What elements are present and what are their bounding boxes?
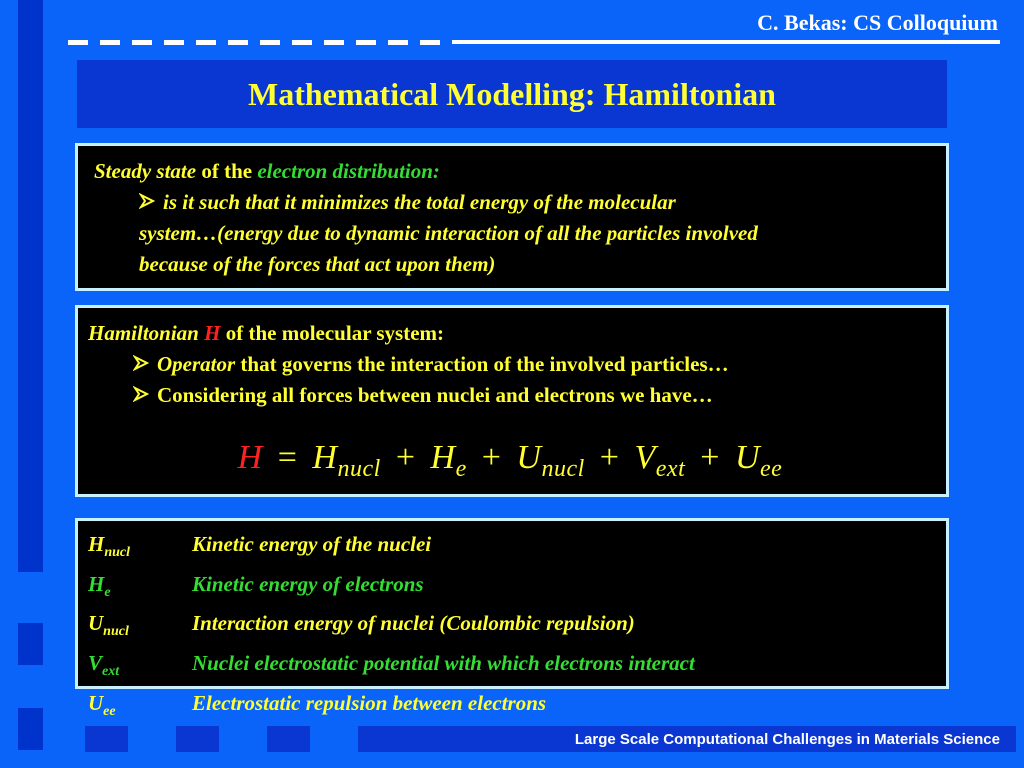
symbol-subscript: nucl [103,624,129,640]
term-h-e [430,439,467,482]
dash [68,40,88,45]
dash [356,40,376,45]
footer-block [176,726,219,752]
term-symbol: V [634,439,656,476]
of-the-text: of the [196,159,258,183]
symbol-letter: U [88,611,104,636]
plus-sign: + [599,439,620,476]
left-bar-top [18,0,43,572]
definition-symbol [88,648,192,688]
definition-row [88,688,932,728]
left-bar-block [18,623,43,665]
plus-sign: + [481,439,502,476]
footer-block [85,726,128,752]
header-line [452,40,1000,44]
dash [196,40,216,45]
hamiltonian-symbol: H [204,321,221,345]
term-symbol: U [516,439,542,476]
equation-lhs: H [237,439,263,476]
term-subscript: nucl [541,455,585,482]
term-v-ext [634,439,686,482]
footer-text: Large Scale Computational Challenges in Materials Science [574,730,1000,748]
definition-row [88,529,932,569]
title-box [77,60,947,128]
term-subscript: ext [655,455,686,482]
definition-row [88,648,932,688]
slide-title: Mathematical Modelling: Hamiltonian [248,75,776,112]
operator-text: that governs the interaction of the involved particles… [235,352,729,376]
dash [420,40,440,45]
operator-bullet [88,349,932,380]
plus-sign: + [395,439,416,476]
hamiltonian-panel [75,305,949,497]
equals-sign: = [277,439,298,476]
dash [324,40,344,45]
symbol-letter: H [88,532,105,556]
arrow-bullet-icon [133,380,157,411]
bullet-line-2: system…(energy due to dynamic interaction of all the particles involved [139,221,758,245]
arrow-bullet-icon [139,187,163,218]
term-subscript: ee [760,455,783,482]
bullet-text-1: is it such that it minimizes the total energy of the molecular [163,190,676,214]
dash [292,40,312,45]
steady-state-heading [94,156,932,187]
hamiltonian-term: Hamiltonian [88,321,205,345]
symbol-subscript: e [104,584,111,600]
term-subscript: nucl [337,455,381,482]
term-subscript: e [455,455,467,482]
definition-description: Electrostatic repulsion between electrons [192,690,547,715]
footer-bar [358,726,1016,752]
dash [132,40,152,45]
forces-text: Considering all forces between nuclei and electrons we have… [157,383,713,407]
term-u-nucl [516,439,585,482]
presenter-header: C. Bekas: CS Colloquium [757,10,998,35]
definition-row [88,569,932,609]
definition-description: Kinetic energy of the nuclei [192,532,432,556]
bullet-line-3: because of the forces that act upon them) [139,252,496,276]
steady-state-panel [75,143,949,291]
footer-block [267,726,310,752]
symbol-subscript: ext [102,664,120,680]
molecular-system-text: of the molecular system: [220,321,445,345]
symbol-subscript: nucl [104,545,131,561]
left-bar-bottom [18,708,43,750]
plus-sign: + [700,439,720,476]
definition-description: Kinetic energy of electrons [192,571,424,596]
symbol-subscript: ee [103,703,116,719]
term-symbol: H [430,439,456,476]
hamiltonian-equation [88,439,932,483]
definition-symbol [88,569,192,609]
definition-row [88,608,932,648]
steady-state-term: Steady state [94,159,197,183]
definition-description: Nuclei electrostatic potential with which electrons interact [192,651,695,676]
dash [388,40,408,45]
term-h-nucl [312,439,381,482]
symbol-letter: V [88,651,103,676]
dash [260,40,280,45]
definition-description: Interaction energy of nuclei (Coulombic repulsion) [192,611,635,636]
symbol-letter: H [88,571,105,596]
bullet-line-1 [94,187,932,218]
term-u-ee [734,439,783,482]
definition-symbol [88,608,192,648]
electron-distribution-term: electron distribution: [257,159,440,183]
definition-symbol [88,688,192,728]
dash [100,40,120,45]
term-symbol: U [734,439,760,476]
symbol-letter: U [88,690,104,715]
term-symbol: H [312,439,338,476]
operator-term: Operator [157,352,236,376]
hamiltonian-heading [88,318,932,349]
definition-symbol [88,529,192,569]
definitions-panel [75,518,949,719]
arrow-bullet-icon [133,349,157,380]
dash [228,40,248,45]
dash [164,40,184,45]
forces-bullet [88,380,932,411]
definitions-list [88,529,932,727]
